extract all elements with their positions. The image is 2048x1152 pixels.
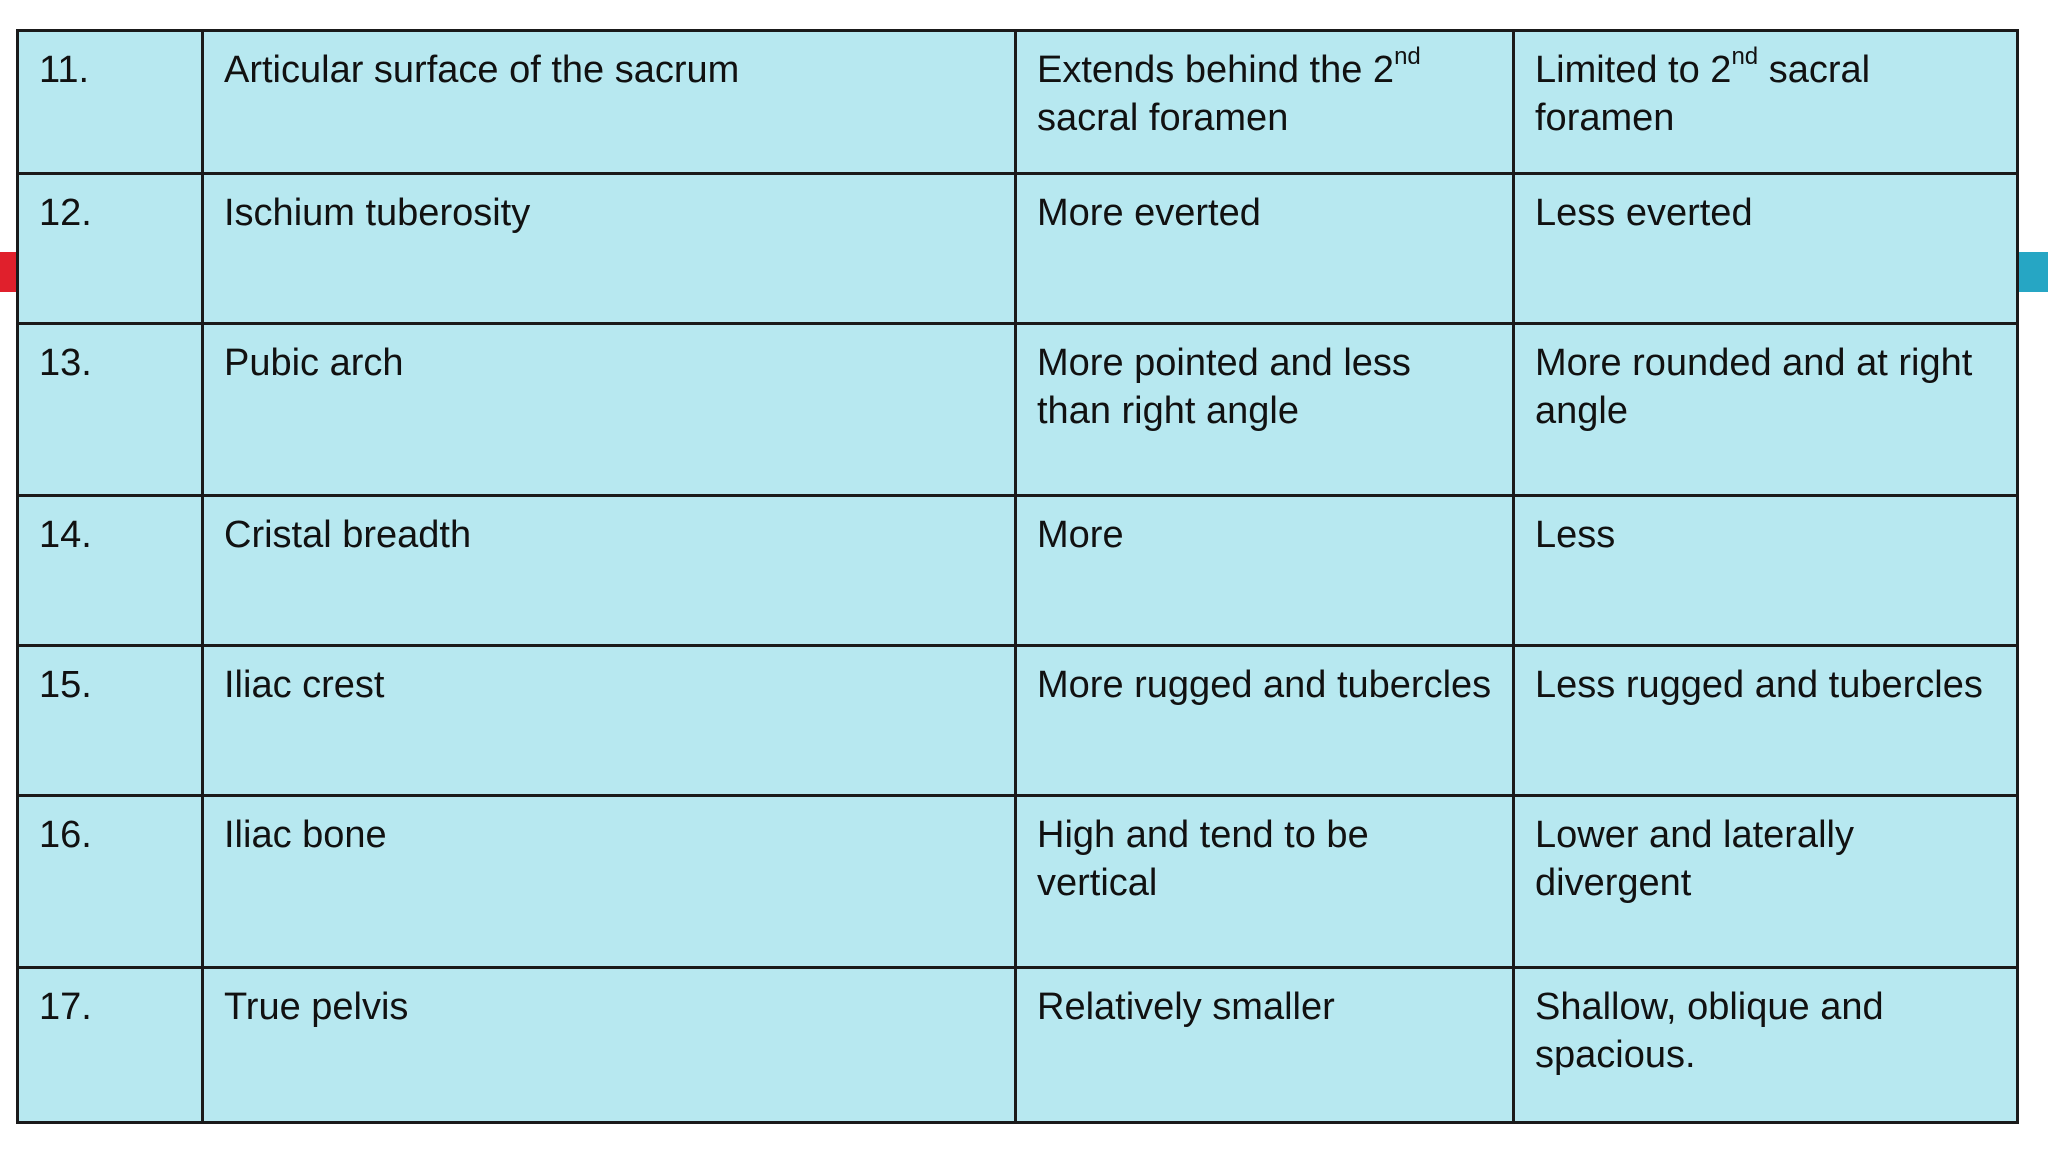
row-number: 15. — [18, 646, 203, 796]
feature-cell: Pubic arch — [203, 324, 1016, 496]
row-number: 13. — [18, 324, 203, 496]
feature-cell: Iliac crest — [203, 646, 1016, 796]
male-value-cell: More — [1016, 496, 1514, 646]
row-number: 14. — [18, 496, 203, 646]
row-number: 12. — [18, 174, 203, 324]
table-row — [18, 324, 2018, 496]
male-value-cell: Relatively smaller — [1016, 968, 1514, 1123]
ordinal-suffix: nd — [1394, 43, 1421, 71]
table-row — [18, 31, 2018, 174]
feature-cell: Articular surface of the sacrum — [203, 31, 1016, 174]
table-row — [18, 646, 2018, 796]
feature-cell: True pelvis — [203, 968, 1016, 1123]
male-value-cell: More everted — [1016, 174, 1514, 324]
feature-cell: Cristal breadth — [203, 496, 1016, 646]
female-value-cell: Lower and laterally divergent — [1514, 796, 2018, 968]
female-value-cell: Less rugged and tubercles — [1514, 646, 2018, 796]
comparison-table — [16, 29, 2019, 1124]
row-number: 11. — [18, 31, 203, 174]
male-value-cell: More rugged and tubercles — [1016, 646, 1514, 796]
feature-cell: Ischium tuberosity — [203, 174, 1016, 324]
cell-text: sacral foramen — [1037, 97, 1289, 139]
row-number: 17. — [18, 968, 203, 1123]
male-value-cell — [1016, 31, 1514, 174]
table-row — [18, 496, 2018, 646]
female-value-cell: Less everted — [1514, 174, 2018, 324]
cell-text: Extends behind the 2 — [1037, 49, 1395, 91]
female-value-cell: Shallow, oblique and spacious. — [1514, 968, 2018, 1123]
row-number: 16. — [18, 796, 203, 968]
female-value-cell: More rounded and at right angle — [1514, 324, 2018, 496]
table-row — [18, 174, 2018, 324]
feature-cell: Iliac bone — [203, 796, 1016, 968]
table-row — [18, 968, 2018, 1123]
male-value-cell: More pointed and less than right angle — [1016, 324, 1514, 496]
ordinal-suffix: nd — [1731, 43, 1759, 71]
cell-text: Limited to 2 — [1535, 49, 1732, 91]
female-value-cell — [1514, 31, 2018, 174]
table-row — [18, 796, 2018, 968]
male-value-cell: High and tend to be vertical — [1016, 796, 1514, 968]
cell-text: sacral foramen — [1535, 49, 1871, 139]
female-value-cell: Less — [1514, 496, 2018, 646]
